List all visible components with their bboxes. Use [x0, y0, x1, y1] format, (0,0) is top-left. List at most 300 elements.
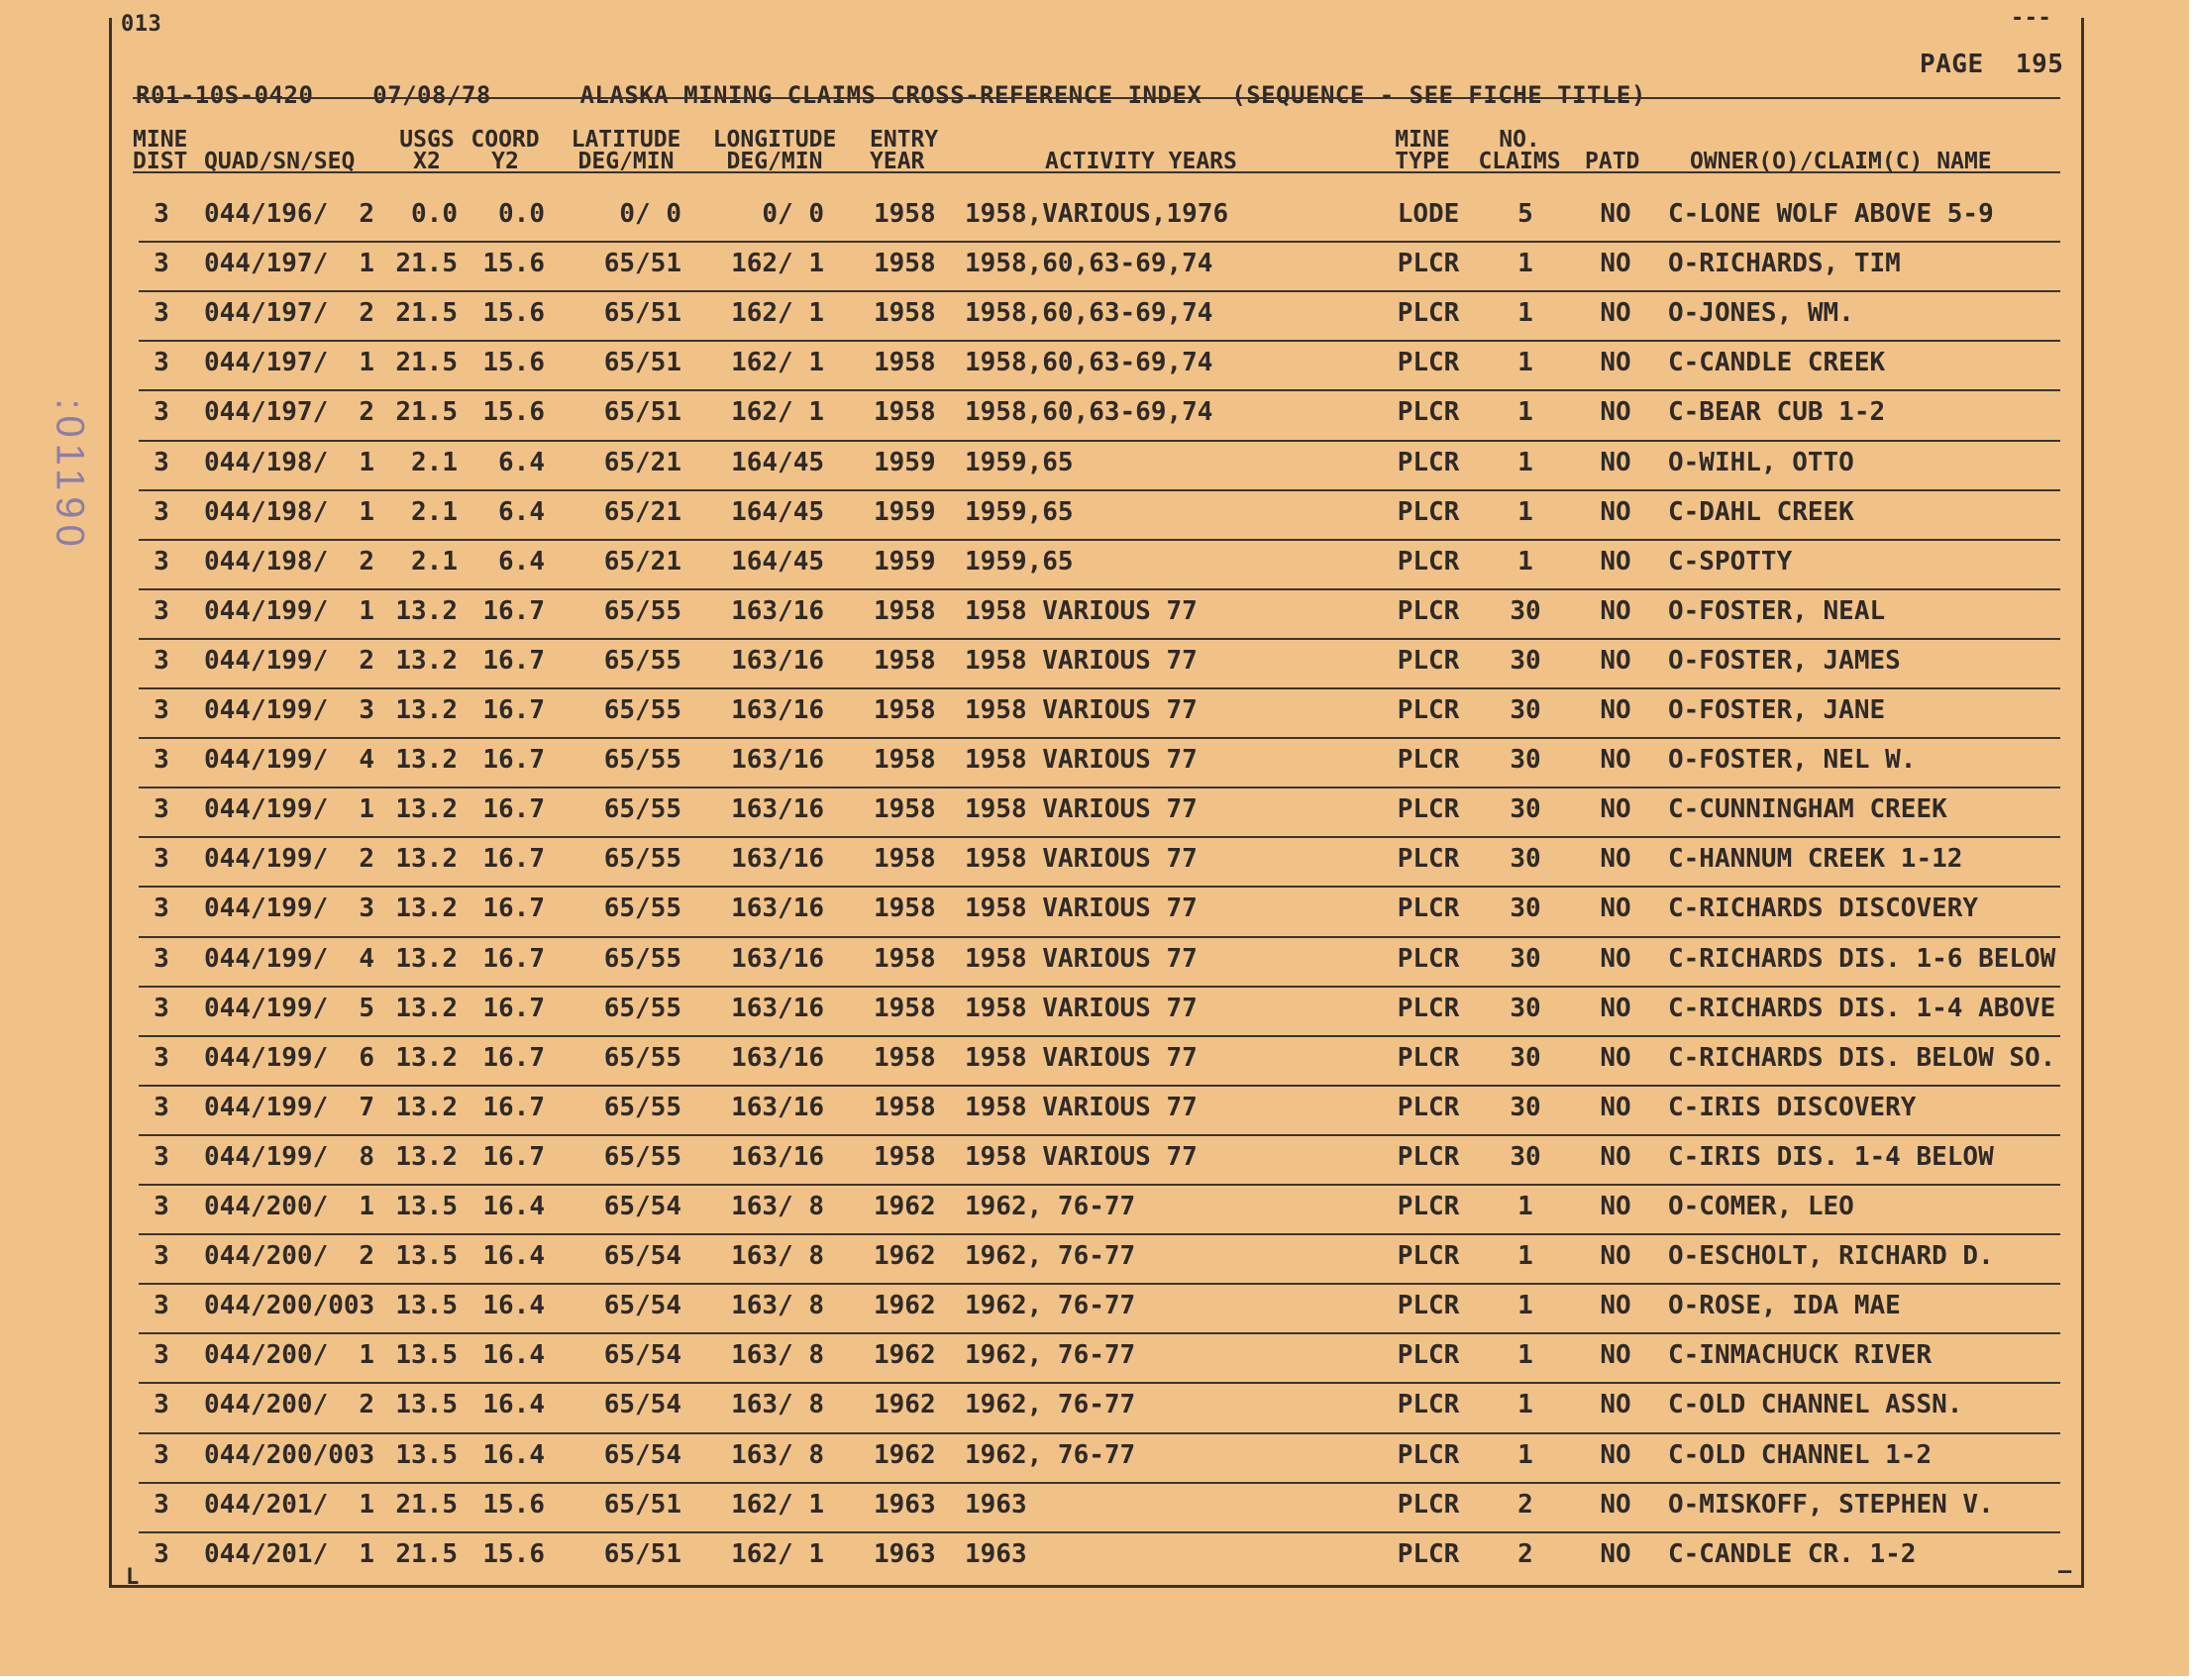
- cell-mine-type: PLCR: [1397, 1241, 1460, 1272]
- cell-activity-years: 1958 VARIOUS 77: [965, 1042, 1198, 1073]
- cell-latitude: 65/21: [603, 447, 681, 477]
- cell-quad-sn: 044/198/: [204, 496, 329, 527]
- cell-quad-sn: 044/200/: [204, 1340, 329, 1371]
- header-latitude: LATITUDE DEG/MIN: [571, 127, 681, 174]
- cell-quad-sn: 044/201/: [204, 1538, 329, 1569]
- cell-owner-claim-name: C-RICHARDS DIS. 1-6 BELOW: [1668, 943, 2056, 974]
- cell-entry-year: 1958: [874, 1141, 936, 1172]
- cell-mine-dist: 3: [154, 397, 169, 428]
- cell-usgs-x2: 13.2: [395, 794, 458, 825]
- cell-mine-type: PLCR: [1397, 546, 1460, 577]
- cell-latitude: 65/54: [603, 1291, 681, 1321]
- cell-usgs-x2: 13.2: [395, 595, 458, 626]
- cell-mine-dist: 3: [154, 893, 169, 924]
- cell-owner-claim-name: O-FOSTER, NEL W.: [1668, 745, 1917, 776]
- cell-activity-years: 1958 VARIOUS 77: [965, 1141, 1198, 1172]
- cell-patd: NO: [1600, 1241, 1631, 1272]
- cell-usgs-x2: 13.5: [395, 1291, 458, 1321]
- cell-patd: NO: [1600, 943, 1631, 974]
- cell-no-claims: 30: [1510, 745, 1541, 776]
- header-usgs-x2: USGS X2: [399, 127, 455, 174]
- corner-mark-top-right: ---: [2011, 6, 2052, 31]
- row-rule: [139, 1085, 2060, 1087]
- cell-mine-dist: 3: [154, 1192, 169, 1221]
- row-rule: [139, 1283, 2060, 1285]
- cell-coord-y2: 15.6: [482, 249, 545, 279]
- cell-latitude: 65/21: [603, 496, 681, 527]
- cell-no-claims: 1: [1517, 1390, 1533, 1420]
- cell-owner-claim-name: O-FOSTER, JANE: [1668, 695, 1886, 725]
- row-rule: [139, 539, 2060, 541]
- cell-seq: 5: [359, 993, 374, 1023]
- cell-seq: 2: [359, 397, 374, 428]
- cell-mine-type: PLCR: [1397, 298, 1460, 329]
- cell-activity-years: 1959,65: [965, 496, 1074, 527]
- cell-patd: NO: [1600, 249, 1631, 279]
- header-entry-year: ENTRY YEAR: [870, 127, 939, 174]
- cell-quad-sn: 044/197/: [204, 298, 329, 329]
- cell-owner-claim-name: C-INMACHUCK RIVER: [1668, 1340, 1933, 1371]
- cell-latitude: 65/55: [603, 794, 681, 825]
- corner-mark-bottom-left: L: [126, 1565, 140, 1590]
- cell-seq: 2: [359, 844, 374, 875]
- cell-activity-years: 1958 VARIOUS 77: [965, 943, 1198, 974]
- cell-latitude: 65/51: [603, 397, 681, 428]
- cell-mine-dist: 3: [154, 1538, 169, 1569]
- cell-quad-sn: 044/200/: [204, 1241, 329, 1272]
- cell-owner-claim-name: C-OLD CHANNEL ASSN.: [1668, 1390, 1963, 1420]
- cell-entry-year: 1962: [874, 1192, 936, 1221]
- cell-latitude: 65/55: [603, 695, 681, 725]
- cell-no-claims: 5: [1517, 199, 1533, 229]
- cell-seq: 4: [359, 943, 374, 974]
- row-rule: [139, 1332, 2060, 1334]
- header-mine-type: MINE TYPE: [1395, 127, 1450, 174]
- cell-seq: 1: [359, 1340, 374, 1371]
- cell-mine-dist: 3: [154, 1291, 169, 1321]
- cell-owner-claim-name: C-CANDLE CREEK: [1668, 348, 1886, 378]
- cell-patd: NO: [1600, 893, 1631, 924]
- cell-longitude: 162/ 1: [731, 249, 824, 279]
- cell-latitude: 65/51: [603, 348, 681, 378]
- cell-usgs-x2: 13.2: [395, 1141, 458, 1172]
- cell-no-claims: 30: [1510, 595, 1541, 626]
- cell-usgs-x2: 21.5: [395, 298, 458, 329]
- cell-patd: NO: [1600, 496, 1631, 527]
- cell-entry-year: 1958: [874, 645, 936, 676]
- cell-patd: NO: [1600, 1092, 1631, 1122]
- cell-owner-claim-name: O-JONES, WM.: [1668, 298, 1854, 329]
- row-rule: [139, 1531, 2060, 1533]
- row-rule: [139, 1035, 2060, 1037]
- cell-mine-type: PLCR: [1397, 1538, 1460, 1569]
- cell-quad-sn: 044/199/: [204, 695, 329, 725]
- row-rule: [139, 1184, 2060, 1186]
- cell-activity-years: 1958,60,63-69,74: [965, 249, 1213, 279]
- cell-mine-type: PLCR: [1397, 943, 1460, 974]
- header-mine-dist: MINE DIST: [133, 127, 188, 174]
- row-rule: [139, 687, 2060, 689]
- cell-longitude: 163/ 8: [731, 1390, 824, 1420]
- cell-activity-years: 1962, 76-77: [965, 1192, 1136, 1221]
- cell-entry-year: 1958: [874, 1092, 936, 1122]
- cell-seq: 3: [359, 695, 374, 725]
- cell-coord-y2: 16.7: [482, 893, 545, 924]
- cell-seq: 2: [359, 199, 374, 229]
- cell-mine-dist: 3: [154, 1340, 169, 1371]
- cell-entry-year: 1958: [874, 943, 936, 974]
- cell-mine-dist: 3: [154, 1092, 169, 1122]
- cell-activity-years: 1959,65: [965, 546, 1074, 577]
- cell-mine-dist: 3: [154, 348, 169, 378]
- cell-entry-year: 1958: [874, 844, 936, 875]
- cell-patd: NO: [1600, 695, 1631, 725]
- cell-latitude: 65/55: [603, 844, 681, 875]
- cell-longitude: 162/ 1: [731, 397, 824, 428]
- cell-coord-y2: 16.7: [482, 1141, 545, 1172]
- cell-mine-type: PLCR: [1397, 1092, 1460, 1122]
- cell-longitude: 163/ 8: [731, 1340, 824, 1371]
- cell-owner-claim-name: C-LONE WOLF ABOVE 5-9: [1668, 199, 1994, 229]
- cell-latitude: 65/51: [603, 298, 681, 329]
- cell-no-claims: 1: [1517, 496, 1533, 527]
- cell-seq: 2: [359, 298, 374, 329]
- row-rule: [139, 1482, 2060, 1484]
- cell-seq: 1: [359, 496, 374, 527]
- cell-patd: NO: [1600, 447, 1631, 477]
- cell-patd: NO: [1600, 1538, 1631, 1569]
- cell-entry-year: 1963: [874, 1489, 936, 1520]
- cell-entry-year: 1962: [874, 1390, 936, 1420]
- cell-entry-year: 1962: [874, 1291, 936, 1321]
- cell-longitude: 163/16: [731, 695, 824, 725]
- cell-patd: NO: [1600, 794, 1631, 825]
- cell-entry-year: 1958: [874, 1042, 936, 1073]
- cell-latitude: 65/54: [603, 1439, 681, 1470]
- cell-longitude: 164/45: [731, 496, 824, 527]
- cell-seq: 1: [359, 595, 374, 626]
- cell-usgs-x2: 13.2: [395, 993, 458, 1023]
- cell-entry-year: 1958: [874, 397, 936, 428]
- cell-latitude: 65/55: [603, 1141, 681, 1172]
- table-row: [0, 1539, 2195, 1589]
- cell-quad-sn: 044/198/: [204, 546, 329, 577]
- cell-coord-y2: 16.7: [482, 844, 545, 875]
- cell-quad-sn: 044/199/: [204, 794, 329, 825]
- cell-usgs-x2: 21.5: [395, 397, 458, 428]
- cell-seq: 1: [359, 1538, 374, 1569]
- cell-latitude: 65/55: [603, 595, 681, 626]
- cell-latitude: 65/55: [603, 1042, 681, 1073]
- cell-entry-year: 1962: [874, 1340, 936, 1371]
- cell-coord-y2: 15.6: [482, 298, 545, 329]
- cell-activity-years: 1959,65: [965, 447, 1074, 477]
- cell-activity-years: 1958,VARIOUS,1976: [965, 199, 1229, 229]
- cell-mine-dist: 3: [154, 794, 169, 825]
- cell-no-claims: 2: [1517, 1538, 1533, 1569]
- cell-quad-sn: 044/200/: [204, 1192, 329, 1221]
- cell-seq: 1: [359, 447, 374, 477]
- cell-no-claims: 30: [1510, 1042, 1541, 1073]
- cell-entry-year: 1959: [874, 496, 936, 527]
- cell-activity-years: 1958 VARIOUS 77: [965, 993, 1198, 1023]
- cell-activity-years: 1958 VARIOUS 77: [965, 1092, 1198, 1122]
- cell-usgs-x2: 13.2: [395, 844, 458, 875]
- cell-usgs-x2: 2.1: [411, 496, 458, 527]
- cell-owner-claim-name: C-RICHARDS DIS. BELOW SO.: [1668, 1042, 2056, 1073]
- cell-coord-y2: 15.6: [482, 397, 545, 428]
- cell-patd: NO: [1600, 595, 1631, 626]
- cell-coord-y2: 16.4: [482, 1390, 545, 1420]
- cell-no-claims: 2: [1517, 1489, 1533, 1520]
- cell-owner-claim-name: C-BEAR CUB 1-2: [1668, 397, 1886, 428]
- cell-owner-claim-name: O-ESCHOLT, RICHARD D.: [1668, 1241, 1994, 1272]
- cell-quad-sn: 044/199/: [204, 844, 329, 875]
- row-rule: [139, 1432, 2060, 1434]
- cell-mine-type: PLCR: [1397, 1390, 1460, 1420]
- cell-activity-years: 1958,60,63-69,74: [965, 348, 1213, 378]
- cell-owner-claim-name: O-RICHARDS, TIM: [1668, 249, 1901, 279]
- cell-patd: NO: [1600, 1439, 1631, 1470]
- cell-mine-dist: 3: [154, 1390, 169, 1420]
- cell-patd: NO: [1600, 1340, 1631, 1371]
- cell-entry-year: 1962: [874, 1439, 936, 1470]
- cell-quad-sn: 044/196/: [204, 199, 329, 229]
- cell-quad-sn: 044/197/: [204, 249, 329, 279]
- cell-seq: 7: [359, 1092, 374, 1122]
- cell-seq: 2: [359, 1390, 374, 1420]
- cell-latitude: 65/55: [603, 1092, 681, 1122]
- cell-longitude: 162/ 1: [731, 298, 824, 329]
- cell-patd: NO: [1600, 298, 1631, 329]
- cell-quad-sn: 044/197/: [204, 348, 329, 378]
- cell-latitude: 65/55: [603, 893, 681, 924]
- cell-coord-y2: 15.6: [482, 1538, 545, 1569]
- cell-mine-type: PLCR: [1397, 1141, 1460, 1172]
- row-rule: [139, 290, 2060, 292]
- row-rule: [139, 588, 2060, 590]
- cell-mine-dist: 3: [154, 298, 169, 329]
- cell-owner-claim-name: O-COMER, LEO: [1668, 1192, 1854, 1221]
- cell-seq: 8: [359, 1141, 374, 1172]
- cell-mine-type: PLCR: [1397, 1340, 1460, 1371]
- cell-usgs-x2: 13.2: [395, 943, 458, 974]
- cell-no-claims: 30: [1510, 893, 1541, 924]
- cell-latitude: 65/55: [603, 943, 681, 974]
- cell-mine-dist: 3: [154, 1141, 169, 1172]
- cell-longitude: 163/ 8: [731, 1241, 824, 1272]
- cell-owner-claim-name: C-SPOTTY: [1668, 546, 1793, 577]
- cell-coord-y2: 16.7: [482, 943, 545, 974]
- cell-mine-dist: 3: [154, 496, 169, 527]
- cell-longitude: 163/16: [731, 993, 824, 1023]
- cell-usgs-x2: 21.5: [395, 1538, 458, 1569]
- cell-quad-sn: 044/200/: [204, 1390, 329, 1420]
- cell-coord-y2: 16.4: [482, 1291, 545, 1321]
- header-longitude: LONGITUDE DEG/MIN: [712, 127, 837, 174]
- cell-mine-dist: 3: [154, 645, 169, 676]
- cell-coord-y2: 6.4: [498, 546, 545, 577]
- cell-coord-y2: 16.7: [482, 1042, 545, 1073]
- cell-longitude: 163/16: [731, 595, 824, 626]
- cell-mine-type: PLCR: [1397, 249, 1460, 279]
- cell-no-claims: 1: [1517, 1192, 1533, 1221]
- cell-seq: 1: [359, 794, 374, 825]
- cell-longitude: 163/ 8: [731, 1192, 824, 1221]
- cell-entry-year: 1958: [874, 695, 936, 725]
- cell-mine-type: PLCR: [1397, 348, 1460, 378]
- header-patd: PATD: [1585, 149, 1640, 174]
- cell-activity-years: 1962, 76-77: [965, 1439, 1136, 1470]
- cell-no-claims: 1: [1517, 397, 1533, 428]
- row-rule: [139, 340, 2060, 342]
- cell-no-claims: 30: [1510, 794, 1541, 825]
- cell-entry-year: 1958: [874, 893, 936, 924]
- cell-coord-y2: 15.6: [482, 1489, 545, 1520]
- cell-owner-claim-name: C-RICHARDS DISCOVERY: [1668, 893, 1979, 924]
- cell-longitude: 163/16: [731, 1042, 824, 1073]
- cell-seq: 2: [359, 1241, 374, 1272]
- cell-coord-y2: 16.4: [482, 1439, 545, 1470]
- cell-longitude: 163/ 8: [731, 1439, 824, 1470]
- cell-activity-years: 1962, 76-77: [965, 1390, 1136, 1420]
- cell-mine-type: PLCR: [1397, 496, 1460, 527]
- cell-longitude: 163/16: [731, 1141, 824, 1172]
- cell-usgs-x2: 13.2: [395, 1092, 458, 1122]
- cell-owner-claim-name: C-IRIS DISCOVERY: [1668, 1092, 1917, 1122]
- row-rule: [139, 489, 2060, 491]
- cell-mine-dist: 3: [154, 447, 169, 477]
- cell-mine-dist: 3: [154, 1241, 169, 1272]
- cell-entry-year: 1962: [874, 1241, 936, 1272]
- cell-quad-sn: 044/200/003: [204, 1291, 375, 1321]
- cell-usgs-x2: 13.2: [395, 1042, 458, 1073]
- cell-coord-y2: 16.7: [482, 1092, 545, 1122]
- row-rule: [139, 986, 2060, 988]
- cell-activity-years: 1958 VARIOUS 77: [965, 645, 1198, 676]
- cell-coord-y2: 6.4: [498, 447, 545, 477]
- cell-latitude: 65/21: [603, 546, 681, 577]
- cell-coord-y2: 16.7: [482, 745, 545, 776]
- cell-longitude: 162/ 1: [731, 348, 824, 378]
- cell-quad-sn: 044/199/: [204, 745, 329, 776]
- cell-mine-type: PLCR: [1397, 1291, 1460, 1321]
- cell-no-claims: 30: [1510, 943, 1541, 974]
- cell-latitude: 65/55: [603, 993, 681, 1023]
- cell-latitude: 65/51: [603, 249, 681, 279]
- cell-mine-type: PLCR: [1397, 844, 1460, 875]
- cell-seq: 1: [359, 249, 374, 279]
- cell-usgs-x2: 13.5: [395, 1340, 458, 1371]
- cell-no-claims: 1: [1517, 1439, 1533, 1470]
- cell-patd: NO: [1600, 1489, 1631, 1520]
- cell-activity-years: 1958 VARIOUS 77: [965, 595, 1198, 626]
- cell-entry-year: 1958: [874, 298, 936, 329]
- cell-mine-type: LODE: [1397, 199, 1460, 229]
- cell-entry-year: 1958: [874, 993, 936, 1023]
- cell-entry-year: 1958: [874, 794, 936, 825]
- cell-usgs-x2: 13.5: [395, 1192, 458, 1221]
- cell-quad-sn: 044/200/003: [204, 1439, 375, 1470]
- cell-longitude: 163/16: [731, 844, 824, 875]
- cell-coord-y2: 0.0: [498, 199, 545, 229]
- cell-coord-y2: 6.4: [498, 496, 545, 527]
- cell-coord-y2: 16.7: [482, 695, 545, 725]
- cell-latitude: 65/54: [603, 1241, 681, 1272]
- cell-no-claims: 1: [1517, 1340, 1533, 1371]
- cell-mine-type: PLCR: [1397, 745, 1460, 776]
- cell-no-claims: 30: [1510, 645, 1541, 676]
- cell-patd: NO: [1600, 645, 1631, 676]
- cell-patd: NO: [1600, 546, 1631, 577]
- cell-longitude: 0/ 0: [762, 199, 824, 229]
- cell-usgs-x2: 21.5: [395, 1489, 458, 1520]
- cell-mine-type: PLCR: [1397, 1192, 1460, 1221]
- cell-mine-type: PLCR: [1397, 1042, 1460, 1073]
- cell-quad-sn: 044/199/: [204, 1141, 329, 1172]
- cell-latitude: 65/55: [603, 745, 681, 776]
- cell-mine-type: PLCR: [1397, 993, 1460, 1023]
- cell-seq: 1: [359, 348, 374, 378]
- cell-quad-sn: 044/201/: [204, 1489, 329, 1520]
- cell-mine-dist: 3: [154, 595, 169, 626]
- cell-activity-years: 1958,60,63-69,74: [965, 298, 1213, 329]
- cell-longitude: 162/ 1: [731, 1489, 824, 1520]
- cell-mine-type: PLCR: [1397, 645, 1460, 676]
- cell-patd: NO: [1600, 844, 1631, 875]
- cell-patd: NO: [1600, 1390, 1631, 1420]
- cell-mine-dist: 3: [154, 745, 169, 776]
- cell-usgs-x2: 2.1: [411, 447, 458, 477]
- cell-mine-type: PLCR: [1397, 595, 1460, 626]
- cell-mine-type: PLCR: [1397, 695, 1460, 725]
- cell-mine-dist: 3: [154, 695, 169, 725]
- cell-seq: 2: [359, 546, 374, 577]
- cell-coord-y2: 16.4: [482, 1241, 545, 1272]
- cell-no-claims: 30: [1510, 1141, 1541, 1172]
- cell-no-claims: 30: [1510, 844, 1541, 875]
- cell-no-claims: 1: [1517, 1241, 1533, 1272]
- cell-owner-claim-name: O-MISKOFF, STEPHEN V.: [1668, 1489, 1994, 1520]
- cell-entry-year: 1959: [874, 546, 936, 577]
- cell-mine-type: PLCR: [1397, 397, 1460, 428]
- cell-seq: 1: [359, 1192, 374, 1221]
- row-rule: [139, 1233, 2060, 1235]
- cell-entry-year: 1958: [874, 199, 936, 229]
- cell-mine-type: PLCR: [1397, 447, 1460, 477]
- corner-mark-bottom-right: —: [2058, 1559, 2072, 1584]
- row-rule: [139, 389, 2060, 391]
- cell-patd: NO: [1600, 1141, 1631, 1172]
- cell-patd: NO: [1600, 397, 1631, 428]
- header-underline: [133, 171, 2060, 173]
- cell-quad-sn: 044/199/: [204, 1042, 329, 1073]
- cell-longitude: 163/16: [731, 794, 824, 825]
- cell-owner-claim-name: O-ROSE, IDA MAE: [1668, 1291, 1901, 1321]
- cell-activity-years: 1958 VARIOUS 77: [965, 794, 1198, 825]
- header-owner-claim-name: OWNER(O)/CLAIM(C) NAME: [1690, 149, 1992, 174]
- cell-quad-sn: 044/198/: [204, 447, 329, 477]
- cell-longitude: 163/ 8: [731, 1291, 824, 1321]
- cell-usgs-x2: 13.2: [395, 695, 458, 725]
- cell-latitude: 65/54: [603, 1192, 681, 1221]
- cell-entry-year: 1958: [874, 595, 936, 626]
- cell-patd: NO: [1600, 1042, 1631, 1073]
- cell-mine-dist: 3: [154, 943, 169, 974]
- cell-seq: 2: [359, 645, 374, 676]
- cell-no-claims: 1: [1517, 298, 1533, 329]
- cell-coord-y2: 16.7: [482, 993, 545, 1023]
